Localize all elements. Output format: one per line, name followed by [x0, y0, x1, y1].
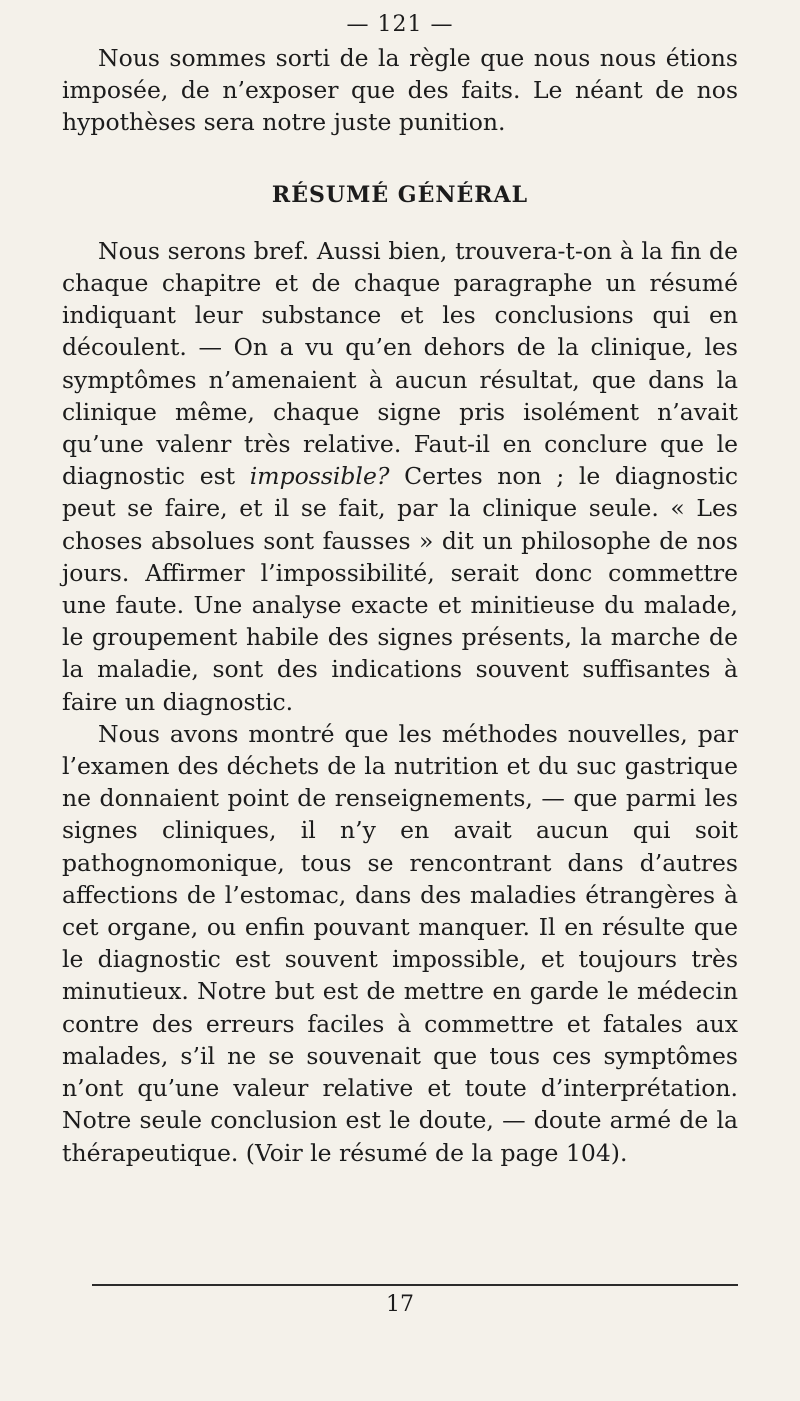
signature-mark: 17	[386, 1292, 414, 1317]
summary-paragraph-2: Nous avons montré que les méthodes nouvelles, par l’examen des déchets de la nutrition et du suc gastrique ne donnaient point de renseignements, — que parmi les signes cliniques, il n’y en avait aucun qui soit pathognomonique, tous se rencontrant dans d’autres affections de l’estomac, dans des maladies étrangères à cet organe, ou enfin pouvant manquer. Il en résulte que le diagnostic est souvent impossible, et toujours très minutieux. Notre but est de mettre en garde le médecin contre des erreurs faciles à commettre et fatales aux malades, s’il ne se souvenait que tous ces symptômes n’ont qu’une valeur relative et toute d’interprétation. Notre seule conclusion est le doute, — doute armé de la thérapeutique. (Voir le résumé de la page 104).	[62, 719, 738, 1167]
summary-paragraph-1	[62, 235, 738, 718]
page-body	[62, 42, 738, 1169]
intro-paragraph: Nous sommes sorti de la règle que nous nous étions imposée, de n’exposer que des faits. Le néant de nos hypothèses sera notre juste punition.	[62, 44, 738, 137]
emphasis-impossible: impossible?	[249, 462, 390, 491]
page-number: — 121 —	[346, 12, 454, 37]
footer-rule	[92, 1284, 738, 1286]
section-title: RÉSUMÉ GÉNÉRAL	[271, 181, 529, 208]
summary-paragraph-1-part-a: Nous serons bref. Aussi bien, trouvera-t-on à la fin de chaque chapitre et de chaque paragraphe un résumé indiquant leur substance et les conclusions qui en découlent. — On a vu qu’en dehors de la clinique, les symptômes n’amenaient à aucun résultat, que dans la clinique même, chaque signe pris isolément n’avait qu’une valenr très relative. Faut-il en conclure que le diagnostic est	[62, 236, 738, 491]
summary-paragraph-1-part-b: Certes non ; le diagnostic peut se faire, et il se fait, par la clinique seule. « Les choses absolues sont fausses » dit un philosophe de nos jours. Affirmer l’impossibilité, serait donc commettre une faute. Une analyse exacte et minitieuse du malade, le groupement habile des signes présents, la marche de la maladie, sont des indications souvent suffisantes à faire un diagnostic.	[62, 462, 739, 716]
